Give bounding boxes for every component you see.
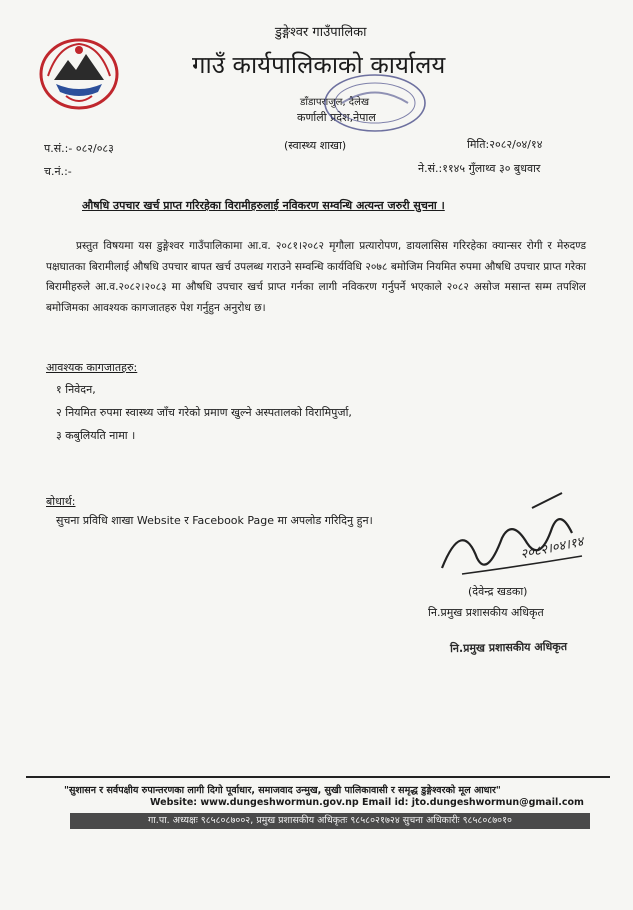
- designation-stamp: नि.प्रमुख प्रशासकीय अधिकृत: [449, 639, 568, 656]
- signature-icon: [432, 488, 622, 588]
- signatory-name: (देवेन्द्र खडका): [468, 585, 528, 598]
- footer-phones: गा.पा. अध्यक्षः ९८५८०८७००२, प्रमुख प्रशासकीय अधिकृतः ९८५८०२१७२४ सुचना अधिकारीः ९८५८०८७०१०: [70, 813, 590, 829]
- handwritten-date: २०८२।०४।१४: [519, 534, 585, 563]
- nepal-sambat-date: ने.सं.:११४५ गुँलाथ्व ३० बुधवार: [418, 162, 541, 175]
- nepal-emblem-icon: [38, 36, 120, 110]
- signatory-designation: नि.प्रमुख प्रशासकीय अधिकृत: [428, 606, 544, 619]
- body-paragraph: [46, 236, 586, 318]
- list-item: २ नियमित रुपमा स्वास्थ्य जाँच गरेको प्रमाण खुल्ने अस्पतालको विरामिपुर्जा,: [56, 406, 352, 419]
- province-name: कर्णाली प्रदेश,नेपाल: [297, 111, 376, 124]
- office-stamp-icon: [322, 72, 428, 134]
- bodhartha-heading: बोधार्थ:: [46, 495, 76, 508]
- email-link[interactable]: jto.dungeshwormun@gmail.com: [411, 797, 584, 808]
- website-link[interactable]: www.dungeshwormun.gov.np: [200, 797, 359, 808]
- list-item: ३ कबुलियति नामा ।: [56, 429, 136, 442]
- documents-heading: आवश्यक कागजातहरु:: [46, 361, 138, 374]
- letter-number: प.सं.:- ०८२/०८३: [44, 142, 114, 155]
- office-title: गाउँ कार्यपालिकाको कार्यालय: [192, 51, 446, 79]
- footer-motto: "सुशासन र सर्वपक्षीय रुपान्तरणका लागी दिगो पूर्वाधार, समाजवाद उन्मुख, सुखी पालिकावासी र समृद्ध डुङ्गेश्वरको मूल आधार": [64, 785, 501, 796]
- list-item: १ निवेदन,: [56, 383, 96, 396]
- footer-divider: [26, 776, 610, 778]
- dispatch-number: च.नं.:-: [44, 165, 72, 178]
- letter-date: मिति:२०८२/०४/१४: [467, 138, 543, 151]
- office-address: डाँडापराजुल, दैलेख: [300, 97, 370, 108]
- subject-line: औषधि उपचार खर्च प्राप्त गरिरहेका विरामीहरुलाई नविकरण सम्वन्धि अत्यन्त जरुरी सुचना ।: [82, 199, 445, 212]
- section-name: (स्वास्थ्य शाखा): [284, 139, 347, 152]
- website-label: Website:: [150, 797, 198, 808]
- email-label: Email id:: [361, 797, 409, 808]
- bodhartha-text: सुचना प्रविधि शाखा Website र Facebook Page मा अपलोड गरिदिनु हुन।: [56, 514, 373, 527]
- municipality-name: डुङ्गेश्वर गाउँपालिका: [275, 25, 367, 40]
- footer-contact: [150, 797, 584, 808]
- body-text: प्रस्तुत विषयमा यस डुङ्गेश्वर गाउँपालिकामा आ.व. २०८१।२०८२ मृगौला प्रत्यारोपण, डायलासिस गरिरहेका क्यान्सर रोगी र मेरुदण्ड पक्षघातका बिरामीलाई औषधि उपचार बापत खर्च उपलब्ध गराउने सम्वन्धि कार्यविधि २०७८ बमोजिम नियमित रुपमा औषधि उपचार प्राप्त गरेका बिरामीहरुले आ.व.२०८२।२०८३ मा औषधि उपचार खर्च प्राप्त गर्नका लागी नविकरण गर्नुपर्ने भएकाले २०८२ असोज मसान्त सम्म तपशिल बमोजिमका आवश्यक कागजातहरु पेश गर्नुहुन अनुरोध छ।: [46, 240, 586, 314]
